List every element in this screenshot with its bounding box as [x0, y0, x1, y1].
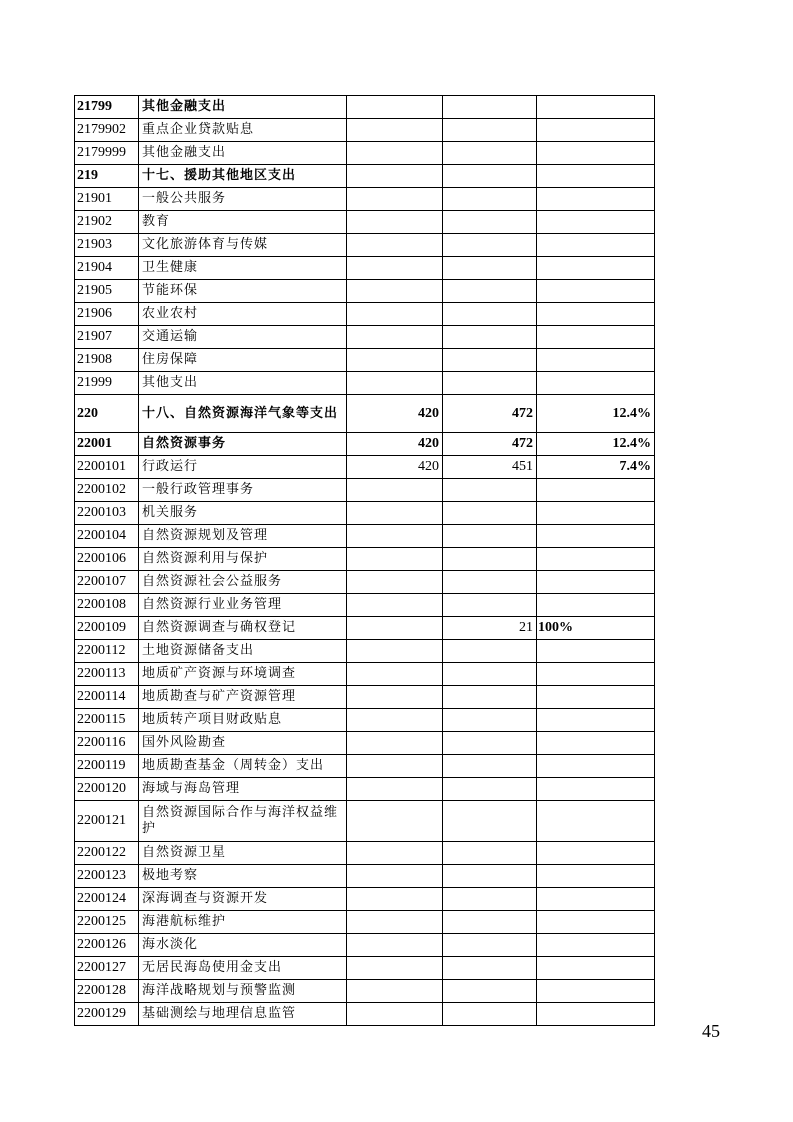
cell-name: 深海调查与资源开发	[139, 888, 347, 911]
cell-name: 教育	[139, 211, 347, 234]
cell-code: 2200101	[75, 456, 139, 479]
cell-value-1	[347, 548, 443, 571]
cell-change-rate	[537, 349, 655, 372]
cell-value-1	[347, 211, 443, 234]
cell-code: 2200126	[75, 934, 139, 957]
cell-code: 2200124	[75, 888, 139, 911]
cell-value-1	[347, 280, 443, 303]
cell-value-1	[347, 709, 443, 732]
cell-name: 自然资源行业业务管理	[139, 594, 347, 617]
cell-value-2	[443, 663, 537, 686]
cell-value-2	[443, 96, 537, 119]
cell-change-rate	[537, 548, 655, 571]
cell-code: 2200102	[75, 479, 139, 502]
cell-value-1	[347, 911, 443, 934]
cell-code: 2200127	[75, 957, 139, 980]
cell-name: 一般行政管理事务	[139, 479, 347, 502]
cell-value-2	[443, 842, 537, 865]
cell-change-rate	[537, 165, 655, 188]
table-row	[75, 502, 655, 525]
cell-change-rate: 12.4%	[537, 395, 655, 433]
cell-change-rate	[537, 865, 655, 888]
cell-value-1	[347, 479, 443, 502]
cell-value-1	[347, 888, 443, 911]
cell-name: 国外风险勘查	[139, 732, 347, 755]
cell-code: 2200128	[75, 980, 139, 1003]
cell-change-rate	[537, 663, 655, 686]
table-row	[75, 571, 655, 594]
cell-code: 2200115	[75, 709, 139, 732]
cell-code: 22001	[75, 433, 139, 456]
table-row	[75, 372, 655, 395]
cell-value-1	[347, 119, 443, 142]
cell-change-rate	[537, 142, 655, 165]
cell-value-1	[347, 957, 443, 980]
cell-value-2	[443, 801, 537, 842]
cell-name: 土地资源储备支出	[139, 640, 347, 663]
cell-value-1	[347, 755, 443, 778]
table-row	[75, 165, 655, 188]
cell-change-rate	[537, 732, 655, 755]
cell-name: 地质转产项目财政贴息	[139, 709, 347, 732]
cell-value-1	[347, 1003, 443, 1026]
cell-change-rate	[537, 1003, 655, 1026]
cell-name: 自然资源调查与确权登记	[139, 617, 347, 640]
cell-change-rate	[537, 888, 655, 911]
table-row	[75, 479, 655, 502]
cell-code: 220	[75, 395, 139, 433]
cell-value-2	[443, 594, 537, 617]
cell-name: 自然资源事务	[139, 433, 347, 456]
cell-name: 一般公共服务	[139, 188, 347, 211]
cell-value-2	[443, 888, 537, 911]
cell-value-1	[347, 257, 443, 280]
cell-value-1	[347, 349, 443, 372]
cell-change-rate	[537, 594, 655, 617]
table-row	[75, 456, 655, 479]
cell-code: 2200123	[75, 865, 139, 888]
cell-value-1	[347, 732, 443, 755]
table-row	[75, 686, 655, 709]
cell-value-1	[347, 165, 443, 188]
cell-name: 十七、援助其他地区支出	[139, 165, 347, 188]
cell-value-1	[347, 617, 443, 640]
table-row	[75, 934, 655, 957]
table-row	[75, 1003, 655, 1026]
cell-value-2: 21	[443, 617, 537, 640]
cell-value-2	[443, 234, 537, 257]
cell-value-2	[443, 980, 537, 1003]
cell-value-2	[443, 911, 537, 934]
cell-value-1	[347, 801, 443, 842]
cell-name: 自然资源国际合作与海洋权益维护	[139, 801, 347, 842]
cell-value-2	[443, 865, 537, 888]
table-row	[75, 548, 655, 571]
cell-change-rate	[537, 257, 655, 280]
table-row	[75, 709, 655, 732]
table-row	[75, 957, 655, 980]
cell-change-rate	[537, 479, 655, 502]
cell-name: 其他支出	[139, 372, 347, 395]
table-row	[75, 257, 655, 280]
table-row	[75, 801, 655, 842]
cell-code: 2200107	[75, 571, 139, 594]
cell-change-rate	[537, 571, 655, 594]
table-row	[75, 778, 655, 801]
cell-name: 基础测绘与地理信息监管	[139, 1003, 347, 1026]
cell-value-2: 472	[443, 433, 537, 456]
cell-name: 机关服务	[139, 502, 347, 525]
table-row	[75, 594, 655, 617]
table-row	[75, 980, 655, 1003]
cell-value-2	[443, 303, 537, 326]
cell-value-2: 472	[443, 395, 537, 433]
cell-change-rate	[537, 686, 655, 709]
table-row	[75, 888, 655, 911]
cell-code: 2200116	[75, 732, 139, 755]
table-row	[75, 617, 655, 640]
cell-value-2	[443, 934, 537, 957]
cell-value-1	[347, 571, 443, 594]
cell-value-2	[443, 778, 537, 801]
table-row	[75, 303, 655, 326]
cell-name: 住房保障	[139, 349, 347, 372]
cell-value-1	[347, 980, 443, 1003]
table-row	[75, 96, 655, 119]
cell-value-1	[347, 303, 443, 326]
cell-change-rate	[537, 303, 655, 326]
cell-value-2	[443, 142, 537, 165]
cell-name: 海港航标维护	[139, 911, 347, 934]
cell-code: 2200112	[75, 640, 139, 663]
cell-code: 21908	[75, 349, 139, 372]
cell-value-2	[443, 372, 537, 395]
cell-change-rate: 12.4%	[537, 433, 655, 456]
cell-value-2	[443, 211, 537, 234]
cell-name: 地质矿产资源与环境调查	[139, 663, 347, 686]
cell-name: 自然资源规划及管理	[139, 525, 347, 548]
cell-change-rate	[537, 525, 655, 548]
cell-change-rate	[537, 640, 655, 663]
cell-name: 海水淡化	[139, 934, 347, 957]
cell-code: 21904	[75, 257, 139, 280]
cell-name: 节能环保	[139, 280, 347, 303]
table-row	[75, 755, 655, 778]
table-body	[75, 96, 655, 1026]
cell-name: 地质勘查与矿产资源管理	[139, 686, 347, 709]
cell-value-1	[347, 502, 443, 525]
cell-value-2	[443, 548, 537, 571]
cell-name: 交通运输	[139, 326, 347, 349]
cell-name: 海域与海岛管理	[139, 778, 347, 801]
cell-change-rate	[537, 755, 655, 778]
cell-code: 2200129	[75, 1003, 139, 1026]
cell-value-1	[347, 865, 443, 888]
table-row	[75, 842, 655, 865]
cell-name: 其他金融支出	[139, 142, 347, 165]
cell-name: 行政运行	[139, 456, 347, 479]
table-row	[75, 349, 655, 372]
cell-name: 农业农村	[139, 303, 347, 326]
cell-value-2	[443, 349, 537, 372]
table-row	[75, 865, 655, 888]
cell-value-1	[347, 778, 443, 801]
cell-code: 2200122	[75, 842, 139, 865]
cell-value-2	[443, 165, 537, 188]
cell-value-1	[347, 842, 443, 865]
cell-name: 极地考察	[139, 865, 347, 888]
cell-name: 重点企业贷款贴息	[139, 119, 347, 142]
cell-code: 2179999	[75, 142, 139, 165]
cell-name: 无居民海岛使用金支出	[139, 957, 347, 980]
cell-code: 21999	[75, 372, 139, 395]
cell-code: 21907	[75, 326, 139, 349]
table-row	[75, 395, 655, 433]
table-row	[75, 640, 655, 663]
page-number: 45	[702, 1021, 720, 1041]
cell-value-2	[443, 119, 537, 142]
table-row	[75, 525, 655, 548]
cell-change-rate	[537, 911, 655, 934]
cell-value-2: 451	[443, 456, 537, 479]
cell-value-1: 420	[347, 395, 443, 433]
cell-name: 自然资源利用与保护	[139, 548, 347, 571]
cell-name: 卫生健康	[139, 257, 347, 280]
cell-value-1	[347, 234, 443, 257]
cell-change-rate	[537, 234, 655, 257]
cell-value-2	[443, 732, 537, 755]
table-row	[75, 188, 655, 211]
cell-value-2	[443, 571, 537, 594]
cell-code: 21901	[75, 188, 139, 211]
cell-value-2	[443, 479, 537, 502]
cell-code: 21902	[75, 211, 139, 234]
table-row	[75, 732, 655, 755]
cell-name: 文化旅游体育与传媒	[139, 234, 347, 257]
cell-name: 自然资源社会公益服务	[139, 571, 347, 594]
cell-value-1	[347, 188, 443, 211]
cell-code: 2200104	[75, 525, 139, 548]
budget-table	[74, 95, 655, 1026]
table-row	[75, 211, 655, 234]
cell-value-2	[443, 709, 537, 732]
cell-change-rate	[537, 502, 655, 525]
cell-value-1	[347, 934, 443, 957]
cell-name: 地质勘查基金（周转金）支出	[139, 755, 347, 778]
cell-value-1	[347, 372, 443, 395]
cell-change-rate	[537, 280, 655, 303]
cell-value-2	[443, 188, 537, 211]
cell-value-1	[347, 640, 443, 663]
cell-change-rate	[537, 211, 655, 234]
cell-change-rate	[537, 119, 655, 142]
cell-value-1: 420	[347, 456, 443, 479]
cell-change-rate: 7.4%	[537, 456, 655, 479]
cell-value-2	[443, 280, 537, 303]
cell-code: 21905	[75, 280, 139, 303]
cell-change-rate	[537, 934, 655, 957]
cell-code: 2200109	[75, 617, 139, 640]
cell-code: 2200119	[75, 755, 139, 778]
cell-code: 2200121	[75, 801, 139, 842]
table-row	[75, 280, 655, 303]
cell-value-2	[443, 1003, 537, 1026]
cell-code: 2200106	[75, 548, 139, 571]
table-row	[75, 433, 655, 456]
cell-code: 2200114	[75, 686, 139, 709]
table-row	[75, 234, 655, 257]
cell-code: 21799	[75, 96, 139, 119]
cell-code: 2200108	[75, 594, 139, 617]
cell-value-2	[443, 502, 537, 525]
cell-value-1	[347, 326, 443, 349]
cell-change-rate: 100%	[537, 617, 655, 640]
cell-value-2	[443, 640, 537, 663]
cell-value-1	[347, 686, 443, 709]
cell-name: 自然资源卫星	[139, 842, 347, 865]
cell-name: 海洋战略规划与预警监测	[139, 980, 347, 1003]
cell-change-rate	[537, 842, 655, 865]
cell-name: 其他金融支出	[139, 96, 347, 119]
cell-value-2	[443, 755, 537, 778]
cell-code: 2179902	[75, 119, 139, 142]
cell-code: 2200120	[75, 778, 139, 801]
cell-value-2	[443, 686, 537, 709]
cell-value-1	[347, 142, 443, 165]
table-row	[75, 326, 655, 349]
cell-change-rate	[537, 96, 655, 119]
cell-code: 219	[75, 165, 139, 188]
cell-value-1	[347, 594, 443, 617]
cell-value-1: 420	[347, 433, 443, 456]
table-row	[75, 663, 655, 686]
cell-change-rate	[537, 709, 655, 732]
cell-change-rate	[537, 957, 655, 980]
cell-value-2	[443, 957, 537, 980]
cell-change-rate	[537, 801, 655, 842]
cell-value-1	[347, 96, 443, 119]
cell-change-rate	[537, 778, 655, 801]
cell-value-2	[443, 525, 537, 548]
cell-value-1	[347, 663, 443, 686]
cell-code: 21906	[75, 303, 139, 326]
table-row	[75, 911, 655, 934]
cell-value-1	[347, 525, 443, 548]
table-row	[75, 119, 655, 142]
cell-change-rate	[537, 980, 655, 1003]
cell-name: 十八、自然资源海洋气象等支出	[139, 395, 347, 433]
cell-code: 2200113	[75, 663, 139, 686]
table-row	[75, 142, 655, 165]
cell-change-rate	[537, 188, 655, 211]
cell-code: 2200125	[75, 911, 139, 934]
cell-value-2	[443, 326, 537, 349]
cell-change-rate	[537, 326, 655, 349]
cell-change-rate	[537, 372, 655, 395]
cell-code: 2200103	[75, 502, 139, 525]
cell-value-2	[443, 257, 537, 280]
cell-code: 21903	[75, 234, 139, 257]
